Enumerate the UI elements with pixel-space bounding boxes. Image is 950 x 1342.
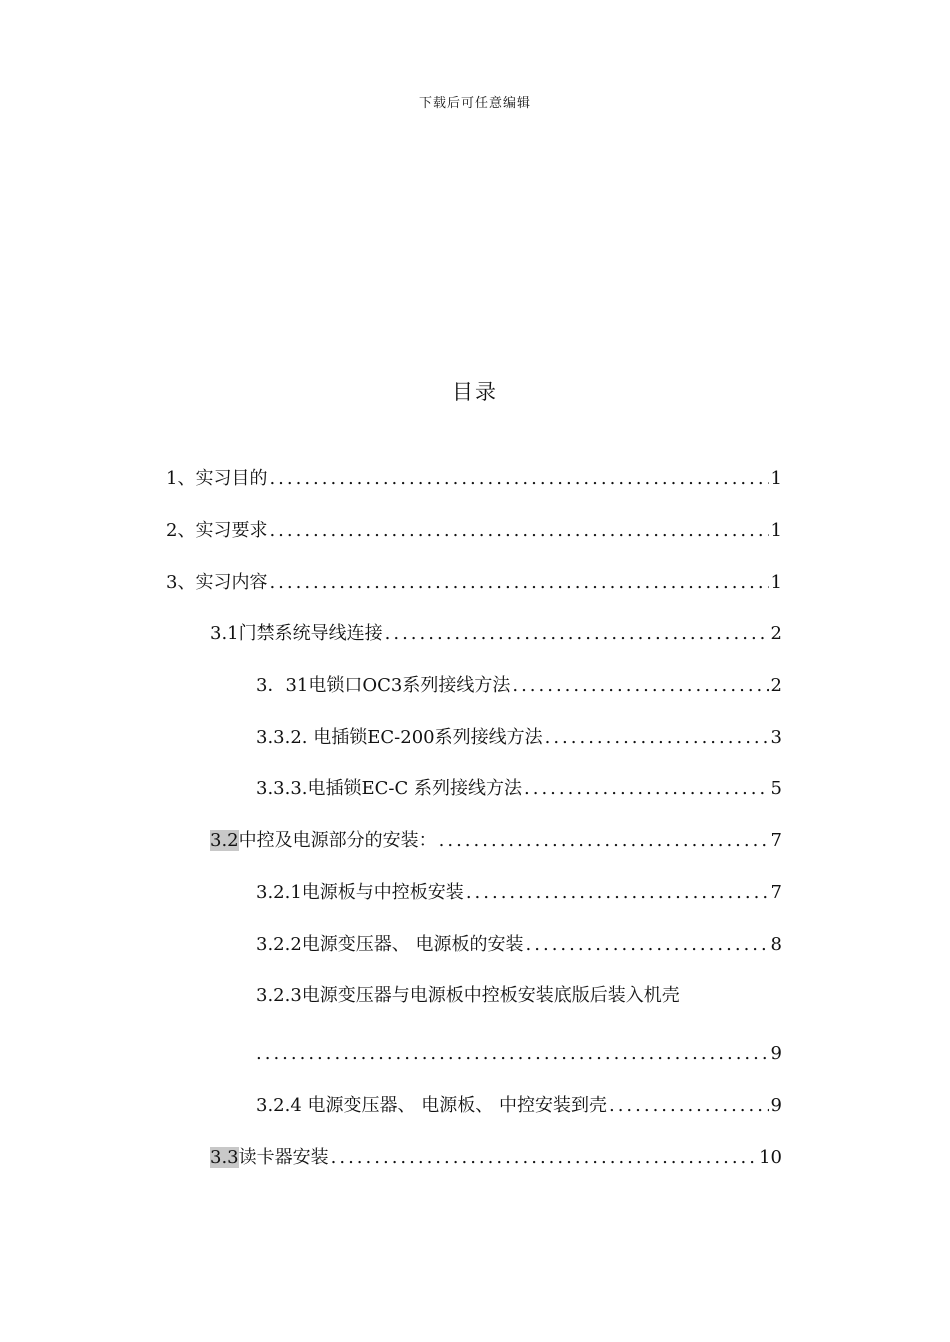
- toc-entry-title: 实习要求: [195, 520, 268, 541]
- toc-leader-dots: [256, 1041, 769, 1067]
- toc-page-number: 9: [770, 1043, 782, 1064]
- toc-entry-title: 实习内容: [195, 572, 268, 593]
- toc-page-number: 1: [770, 468, 782, 489]
- toc-entry-number: 2、: [166, 520, 196, 541]
- toc-leader-dots: [331, 1145, 757, 1171]
- toc-page-number: 9: [770, 1095, 782, 1116]
- toc-entry[interactable]: [166, 518, 782, 544]
- toc-entry-wrapped-leader[interactable]: [256, 1041, 782, 1067]
- toc-entry[interactable]: [256, 673, 782, 699]
- toc-leader-dots: [526, 932, 769, 958]
- toc-entry-title: 3.2.2电源变压器、 电源板的安装: [256, 934, 524, 955]
- toc-entry[interactable]: [166, 570, 782, 596]
- toc-page-number: 1: [770, 572, 782, 593]
- toc-entry-title: 3.1门禁系统导线连接: [210, 623, 383, 644]
- toc-page-number: 5: [770, 778, 782, 799]
- toc-entry-title: 3.2.1电源板与中控板安装: [256, 882, 464, 903]
- toc-leader-dots: [609, 1093, 769, 1119]
- toc-entry-title: [210, 1145, 329, 1171]
- toc-page-number: 2: [770, 623, 782, 644]
- toc-entry-title: 3.2.4 电源变压器、 电源板、 中控安装到壳: [256, 1095, 607, 1116]
- toc-leader-dots: [439, 828, 769, 854]
- toc-entry-title-text: 读卡器安装: [238, 1147, 329, 1168]
- toc-title: 目录: [452, 380, 498, 404]
- toc-page-number: 8: [770, 934, 782, 955]
- toc-page-number: 3: [770, 727, 782, 748]
- toc-entry[interactable]: [256, 932, 782, 958]
- toc-entry[interactable]: [256, 776, 782, 802]
- toc-entry-title: 3．31电锁口OC3系列接线方法: [256, 675, 511, 696]
- toc-entry[interactable]: [256, 725, 782, 751]
- toc-leader-dots: [466, 880, 769, 906]
- toc-entry[interactable]: [256, 880, 782, 906]
- toc-leader-dots: [545, 725, 769, 751]
- toc-entry-number: 3、: [166, 572, 196, 593]
- toc-entry[interactable]: [210, 1145, 782, 1171]
- toc-entry[interactable]: [256, 1093, 782, 1119]
- toc-page-number: 1: [770, 520, 782, 541]
- toc-leader-dots: [385, 621, 769, 647]
- toc-entry-title: [210, 828, 437, 854]
- toc-entry-title: 3.3.2. 电插锁EC-200系列接线方法: [256, 727, 543, 748]
- toc-entry-title-text: 中控及电源部分的安装：: [238, 830, 437, 851]
- toc-page-number: 7: [770, 830, 782, 851]
- toc-leader-dots: [512, 673, 768, 699]
- toc-page-number: 2: [770, 675, 782, 696]
- toc-entry[interactable]: [166, 466, 782, 492]
- toc-page-number: 7: [770, 882, 782, 903]
- toc-leader-dots: [524, 776, 769, 802]
- toc-page-number: 10: [759, 1147, 782, 1168]
- toc-leader-dots: [269, 570, 768, 596]
- toc-leader-dots: [269, 466, 768, 492]
- toc-entry[interactable]: [210, 828, 782, 854]
- toc-leader-dots: [269, 518, 768, 544]
- toc-entry-title: 3.3.3.电插锁EC-C 系列接线方法: [256, 778, 523, 799]
- highlighted-section-number: 3.2: [210, 830, 239, 851]
- toc-entry[interactable]: [210, 621, 782, 647]
- toc-entry-number: 1、: [166, 468, 196, 489]
- toc-entry-wrapped-title[interactable]: 3.2.3电源变压器与电源板中控板安装底版后装入机壳: [256, 985, 680, 1006]
- page-header: 下载后可任意编辑: [418, 96, 531, 111]
- toc-entry-title: 实习目的: [195, 468, 268, 489]
- highlighted-section-number: 3.3: [210, 1147, 239, 1168]
